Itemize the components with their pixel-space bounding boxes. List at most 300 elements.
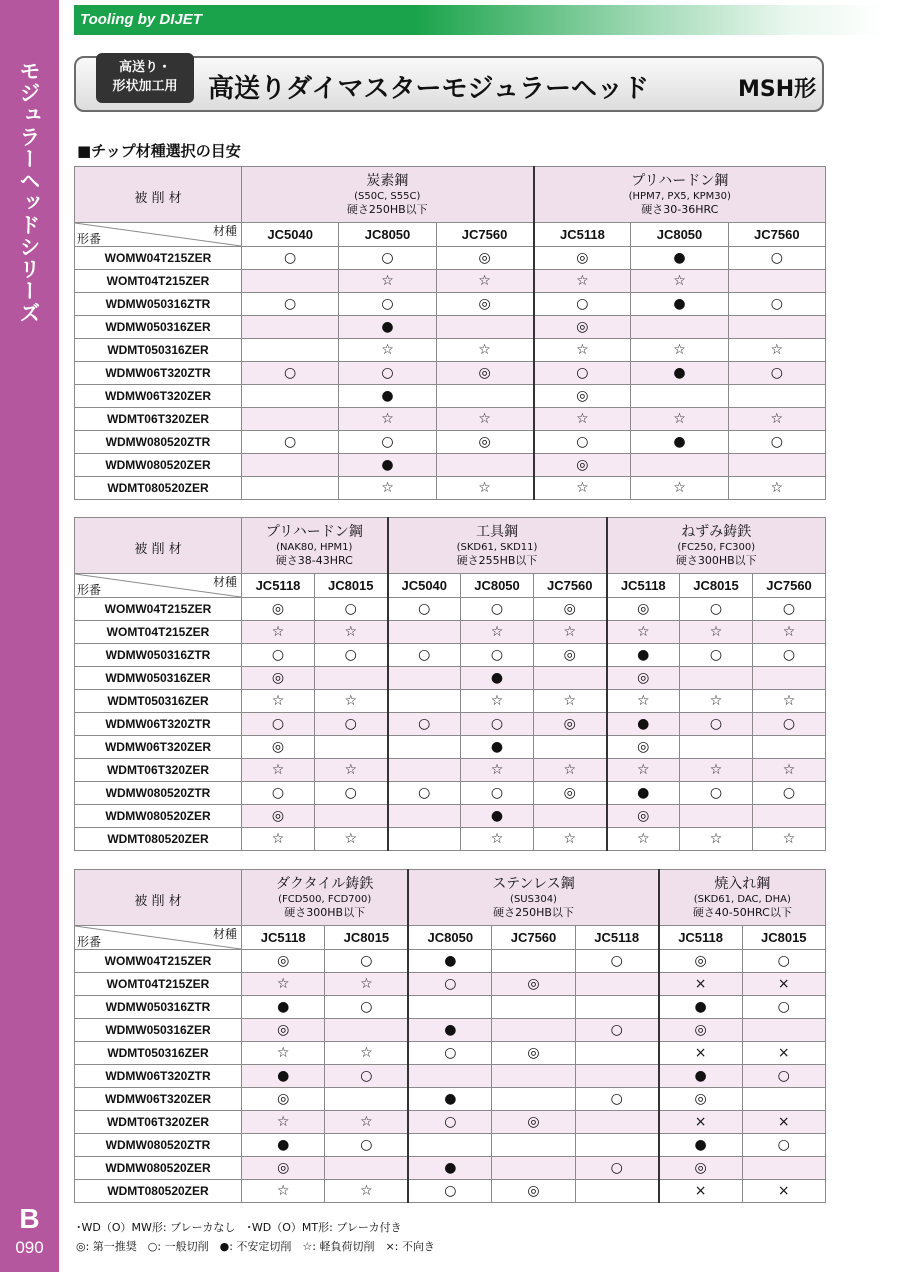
- table-row: [75, 828, 826, 851]
- table-row: [75, 1134, 826, 1157]
- rating-cell: ●: [242, 996, 325, 1019]
- sidebar: [0, 0, 59, 1272]
- rating-cell: [242, 270, 339, 293]
- rating-cell: [388, 828, 461, 851]
- material-group-header: [242, 870, 409, 926]
- rating-cell: ●: [631, 247, 728, 270]
- table-row: [75, 247, 826, 270]
- rating-cell: [388, 736, 461, 759]
- grade-axis-label: 材種: [212, 224, 237, 238]
- grade-header: JC8050: [339, 223, 436, 247]
- grade-header: JC5040: [242, 223, 339, 247]
- work-material-label: 被 削 材: [134, 542, 182, 557]
- rating-cell: [534, 667, 607, 690]
- rating-cell: ●: [631, 362, 728, 385]
- rating-cell: ☆: [242, 1111, 325, 1134]
- rating-cell: ◎: [534, 385, 631, 408]
- table-row: [75, 598, 826, 621]
- grade-header: JC8050: [408, 926, 491, 950]
- rating-cell: ○: [242, 293, 339, 316]
- insert-type: WDMW06T320ZTR: [75, 713, 242, 736]
- material-group-header: [242, 167, 534, 223]
- insert-type: WDMT050316ZER: [75, 339, 242, 362]
- rating-cell: [575, 1042, 658, 1065]
- insert-type: WDMW080520ZTR: [75, 431, 242, 454]
- rating-cell: [492, 1157, 575, 1180]
- rating-cell: ○: [728, 362, 825, 385]
- insert-type: WDMW050316ZER: [75, 316, 242, 339]
- table-row: [75, 759, 826, 782]
- grade-type-corner: [75, 574, 242, 598]
- rating-cell: [492, 950, 575, 973]
- insert-type: WDMW06T320ZER: [75, 385, 242, 408]
- rating-cell: [742, 1019, 825, 1042]
- rating-cell: ◎: [436, 431, 533, 454]
- material-hardness: 硬さ40-50HRC以下: [692, 905, 792, 919]
- rating-cell: ○: [575, 950, 658, 973]
- rating-cell: ☆: [680, 621, 753, 644]
- rating-cell: ☆: [534, 828, 607, 851]
- insert-type: WDMW06T320ZTR: [75, 1065, 242, 1088]
- table-row: [75, 316, 826, 339]
- rating-cell: ○: [742, 1065, 825, 1088]
- insert-type: WOMT04T215ZER: [75, 973, 242, 996]
- material-name: ステンレス鋼: [492, 875, 575, 892]
- rating-cell: [408, 1134, 491, 1157]
- category-badge: [96, 53, 194, 103]
- rating-cell: ☆: [728, 477, 825, 500]
- rating-cell: [728, 385, 825, 408]
- rating-cell: ○: [680, 782, 753, 805]
- rating-cell: ☆: [680, 828, 753, 851]
- rating-cell: ☆: [242, 828, 315, 851]
- rating-cell: ○: [753, 713, 826, 736]
- rating-cell: ☆: [339, 477, 436, 500]
- rating-cell: ×: [659, 1111, 742, 1134]
- section-letter: B: [19, 1203, 40, 1234]
- table-row: [75, 1065, 826, 1088]
- rating-cell: ○: [461, 782, 534, 805]
- insert-type: WDMW050316ZER: [75, 667, 242, 690]
- badge-line1: 高送り・: [118, 60, 171, 75]
- rating-cell: ○: [742, 950, 825, 973]
- insert-type: WDMT050316ZER: [75, 690, 242, 713]
- rating-cell: [728, 316, 825, 339]
- rating-cell: ◎: [659, 1157, 742, 1180]
- rating-cell: [388, 621, 461, 644]
- rating-cell: ○: [388, 644, 461, 667]
- grade-header: JC7560: [492, 926, 575, 950]
- material-hardness: 硬さ255HB以下: [456, 553, 538, 567]
- rating-cell: ☆: [242, 1042, 325, 1065]
- insert-type: WOMW04T215ZER: [75, 950, 242, 973]
- rating-cell: [492, 1088, 575, 1111]
- rating-cell: ☆: [607, 621, 680, 644]
- rating-cell: [753, 667, 826, 690]
- rating-cell: ○: [242, 362, 339, 385]
- rating-cell: ●: [242, 1134, 325, 1157]
- rating-cell: ☆: [461, 690, 534, 713]
- rating-cell: ○: [339, 362, 436, 385]
- insert-type: WOMW04T215ZER: [75, 598, 242, 621]
- rating-cell: ○: [728, 431, 825, 454]
- rating-cell: ×: [742, 1042, 825, 1065]
- rating-cell: [631, 385, 728, 408]
- legend-line1: ･WD（O）MW形: ブレーカなし ･WD（O）MT形: ブレーカ付き: [76, 1221, 402, 1234]
- insert-type: WDMT050316ZER: [75, 1042, 242, 1065]
- rating-cell: ×: [742, 1111, 825, 1134]
- insert-type: WDMW06T320ZTR: [75, 362, 242, 385]
- rating-cell: ○: [575, 1019, 658, 1042]
- insert-type: WDMW06T320ZER: [75, 1088, 242, 1111]
- work-material-label: 被 削 材: [134, 894, 182, 909]
- rating-cell: ◎: [242, 736, 315, 759]
- rating-cell: [242, 339, 339, 362]
- rating-cell: ○: [388, 713, 461, 736]
- rating-cell: ◎: [607, 736, 680, 759]
- rating-cell: ○: [680, 713, 753, 736]
- rating-cell: ☆: [607, 828, 680, 851]
- rating-cell: [753, 736, 826, 759]
- grade-header: JC8050: [631, 223, 728, 247]
- rating-cell: ×: [659, 973, 742, 996]
- material-name: 炭素鋼: [366, 172, 409, 189]
- material-group-header: [242, 518, 388, 574]
- rating-cell: [408, 1065, 491, 1088]
- material-examples: (SUS304): [510, 893, 557, 905]
- material-examples: (HPM7, PX5, KPM30): [628, 190, 731, 202]
- rating-cell: ☆: [607, 690, 680, 713]
- rating-cell: ○: [461, 713, 534, 736]
- material-name: プリハードン鋼: [265, 523, 363, 540]
- rating-cell: ☆: [436, 270, 533, 293]
- rating-cell: ●: [607, 644, 680, 667]
- grade-header: JC5118: [242, 574, 315, 598]
- rating-cell: ×: [659, 1042, 742, 1065]
- grade-header: JC8015: [315, 574, 388, 598]
- rating-cell: ☆: [242, 759, 315, 782]
- table-row: [75, 385, 826, 408]
- rating-cell: ◎: [242, 667, 315, 690]
- rating-cell: [680, 736, 753, 759]
- insert-type: WDMW080520ZTR: [75, 1134, 242, 1157]
- insert-type: WDMT06T320ZER: [75, 1111, 242, 1134]
- rating-cell: [575, 1111, 658, 1134]
- material-hardness: 硬さ300HB以下: [675, 553, 757, 567]
- grade-type-corner: [75, 223, 242, 247]
- rating-cell: ×: [659, 1180, 742, 1203]
- rating-cell: ○: [242, 782, 315, 805]
- rating-cell: ○: [315, 713, 388, 736]
- material-hardness: 硬さ250HB以下: [346, 202, 428, 216]
- rating-cell: ○: [339, 431, 436, 454]
- rating-cell: ◎: [534, 247, 631, 270]
- rating-cell: ☆: [325, 1111, 408, 1134]
- rating-cell: ☆: [631, 339, 728, 362]
- rating-cell: ○: [339, 247, 436, 270]
- rating-cell: ○: [534, 431, 631, 454]
- rating-cell: ☆: [315, 759, 388, 782]
- table-row: [75, 270, 826, 293]
- rating-cell: ○: [388, 598, 461, 621]
- rating-cell: ○: [408, 973, 491, 996]
- rating-cell: ☆: [339, 270, 436, 293]
- rating-cell: ●: [659, 996, 742, 1019]
- rating-cell: ◎: [492, 973, 575, 996]
- rating-cell: ☆: [534, 477, 631, 500]
- rating-cell: ☆: [436, 408, 533, 431]
- rating-cell: ◎: [659, 1088, 742, 1111]
- grade-axis-label: 材種: [212, 927, 237, 941]
- grade-header: JC5118: [242, 926, 325, 950]
- rating-cell: ☆: [325, 1042, 408, 1065]
- rating-cell: ◎: [242, 805, 315, 828]
- rating-cell: ◎: [534, 644, 607, 667]
- rating-cell: ◎: [534, 598, 607, 621]
- material-group-header: [659, 870, 826, 926]
- rating-cell: ●: [461, 667, 534, 690]
- grade-table-3: [74, 869, 826, 1203]
- rating-cell: ☆: [534, 621, 607, 644]
- material-group-header: [607, 518, 826, 574]
- rating-cell: [575, 1134, 658, 1157]
- rating-cell: ●: [631, 431, 728, 454]
- table-row: [75, 454, 826, 477]
- rating-cell: ◎: [534, 316, 631, 339]
- rating-cell: ☆: [436, 339, 533, 362]
- insert-type: WDMT080520ZER: [75, 477, 242, 500]
- rating-cell: [575, 1065, 658, 1088]
- rating-cell: [242, 408, 339, 431]
- rating-cell: [242, 454, 339, 477]
- rating-cell: ☆: [753, 690, 826, 713]
- rating-cell: ●: [631, 293, 728, 316]
- grade-header: JC7560: [534, 574, 607, 598]
- table-row: [75, 362, 826, 385]
- rating-cell: ○: [753, 644, 826, 667]
- insert-type: WDMW080520ZER: [75, 805, 242, 828]
- rating-cell: ●: [408, 1157, 491, 1180]
- table-row: [75, 1019, 826, 1042]
- rating-cell: ○: [728, 247, 825, 270]
- legend-line2: ◎: 第一推奨 ○: 一般切削 ●: 不安定切削 ☆: 軽負荷切削 ×: 不向き: [76, 1240, 435, 1253]
- rating-cell: ○: [575, 1088, 658, 1111]
- rating-cell: ○: [575, 1157, 658, 1180]
- rating-cell: [631, 454, 728, 477]
- grade-header: JC5118: [534, 223, 631, 247]
- grade-header: JC7560: [728, 223, 825, 247]
- insert-type: WDMW050316ZTR: [75, 996, 242, 1019]
- rating-cell: [492, 1019, 575, 1042]
- rating-cell: ●: [408, 1019, 491, 1042]
- grade-header: JC5040: [388, 574, 461, 598]
- material-examples: (SKD61, SKD11): [456, 541, 538, 553]
- work-material-header: [75, 518, 242, 574]
- material-name: プリハードン鋼: [631, 172, 729, 189]
- rating-cell: ○: [325, 1065, 408, 1088]
- rating-cell: ◎: [242, 1019, 325, 1042]
- rating-cell: ◎: [492, 1180, 575, 1203]
- rating-cell: ○: [388, 782, 461, 805]
- rating-cell: [388, 690, 461, 713]
- rating-cell: ☆: [242, 973, 325, 996]
- rating-cell: ○: [742, 996, 825, 1019]
- grade-axis-label: 材種: [212, 575, 237, 589]
- rating-cell: ☆: [436, 477, 533, 500]
- rating-cell: ○: [753, 598, 826, 621]
- rating-cell: ☆: [339, 339, 436, 362]
- rating-cell: [680, 805, 753, 828]
- rating-cell: ○: [242, 644, 315, 667]
- table-row: [75, 621, 826, 644]
- material-group-header: [388, 518, 607, 574]
- rating-cell: ◎: [436, 247, 533, 270]
- rating-cell: ●: [339, 385, 436, 408]
- rating-cell: [728, 454, 825, 477]
- insert-type: WDMW06T320ZER: [75, 736, 242, 759]
- rating-cell: [436, 316, 533, 339]
- table-row: [75, 408, 826, 431]
- material-name: 工具鋼: [476, 523, 518, 540]
- rating-cell: ○: [315, 782, 388, 805]
- rating-cell: [492, 1134, 575, 1157]
- rating-cell: [492, 1065, 575, 1088]
- rating-cell: [315, 736, 388, 759]
- rating-cell: ○: [742, 1134, 825, 1157]
- rating-cell: [325, 1019, 408, 1042]
- rating-cell: ☆: [242, 1180, 325, 1203]
- rating-cell: [325, 1157, 408, 1180]
- rating-cell: ☆: [631, 408, 728, 431]
- rating-cell: ◎: [242, 598, 315, 621]
- rating-cell: [242, 477, 339, 500]
- rating-cell: ●: [607, 713, 680, 736]
- table-row: [75, 644, 826, 667]
- rating-cell: ◎: [242, 1088, 325, 1111]
- table-row: [75, 1088, 826, 1111]
- rating-cell: ☆: [728, 339, 825, 362]
- rating-cell: ◎: [607, 805, 680, 828]
- material-name: ねずみ鋳鉄: [681, 523, 752, 540]
- rating-cell: ☆: [315, 690, 388, 713]
- rating-cell: ●: [659, 1065, 742, 1088]
- rating-cell: ◎: [607, 667, 680, 690]
- rating-cell: ●: [461, 736, 534, 759]
- insert-type: WOMT04T215ZER: [75, 270, 242, 293]
- table-row: [75, 690, 826, 713]
- grade-header: JC5118: [659, 926, 742, 950]
- rating-cell: ☆: [534, 270, 631, 293]
- rating-cell: [753, 805, 826, 828]
- rating-cell: [315, 667, 388, 690]
- rating-cell: ☆: [315, 621, 388, 644]
- insert-type: WDMT06T320ZER: [75, 759, 242, 782]
- rating-cell: [388, 667, 461, 690]
- rating-cell: [534, 736, 607, 759]
- insert-type: WOMT04T215ZER: [75, 621, 242, 644]
- table-row: [75, 782, 826, 805]
- rating-cell: [325, 1088, 408, 1111]
- material-examples: (FCD500, FCD700): [278, 893, 372, 905]
- table-row: [75, 1111, 826, 1134]
- material-group-header: [408, 870, 658, 926]
- rating-cell: ☆: [242, 690, 315, 713]
- grade-header: JC8050: [461, 574, 534, 598]
- rating-cell: ☆: [631, 477, 728, 500]
- insert-type: WDMW080520ZER: [75, 1157, 242, 1180]
- rating-cell: [680, 667, 753, 690]
- rating-cell: ☆: [325, 1180, 408, 1203]
- rating-cell: ●: [461, 805, 534, 828]
- rating-cell: [388, 805, 461, 828]
- grade-header: JC5118: [607, 574, 680, 598]
- rating-cell: ○: [461, 598, 534, 621]
- table-row: [75, 713, 826, 736]
- material-examples: (SKD61, DAC, DHA): [693, 893, 791, 905]
- brand-logo: Tooling by DIJET: [80, 11, 202, 28]
- rating-cell: [436, 385, 533, 408]
- rating-cell: ○: [534, 362, 631, 385]
- insert-type: WOMW04T215ZER: [75, 247, 242, 270]
- rating-cell: ○: [728, 293, 825, 316]
- rating-cell: ☆: [607, 759, 680, 782]
- rating-cell: ☆: [753, 621, 826, 644]
- rating-cell: ○: [242, 431, 339, 454]
- rating-cell: ●: [339, 454, 436, 477]
- rating-cell: [534, 805, 607, 828]
- material-hardness: 硬さ250HB以下: [493, 905, 574, 919]
- rating-cell: ×: [742, 973, 825, 996]
- table-row: [75, 1157, 826, 1180]
- model-name: MSH形: [738, 77, 817, 102]
- rating-cell: ☆: [461, 759, 534, 782]
- work-material-label: 被 削 材: [134, 191, 182, 206]
- material-group-header: [534, 167, 826, 223]
- work-material-header: [75, 167, 242, 223]
- rating-cell: ◎: [492, 1111, 575, 1134]
- grade-header: JC8015: [742, 926, 825, 950]
- rating-cell: ☆: [461, 621, 534, 644]
- rating-cell: ◎: [436, 293, 533, 316]
- rating-cell: ×: [742, 1180, 825, 1203]
- type-axis-label: 形番: [77, 232, 102, 246]
- material-hardness: 硬さ38-43HRC: [275, 553, 353, 567]
- rating-cell: [388, 759, 461, 782]
- rating-cell: ○: [461, 644, 534, 667]
- grade-header: JC7560: [436, 223, 533, 247]
- rating-cell: ☆: [242, 621, 315, 644]
- rating-cell: ●: [659, 1134, 742, 1157]
- table-row: [75, 996, 826, 1019]
- rating-cell: ◎: [492, 1042, 575, 1065]
- table-row: [75, 431, 826, 454]
- type-axis-label: 形番: [77, 935, 102, 949]
- rating-cell: [631, 316, 728, 339]
- rating-cell: ○: [315, 598, 388, 621]
- rating-cell: ☆: [534, 759, 607, 782]
- rating-cell: [575, 973, 658, 996]
- insert-type: WDMW080520ZTR: [75, 782, 242, 805]
- rating-cell: ☆: [753, 759, 826, 782]
- rating-cell: ○: [339, 293, 436, 316]
- grade-type-corner: [75, 926, 242, 950]
- table-row: [75, 1042, 826, 1065]
- rating-cell: ○: [680, 598, 753, 621]
- rating-cell: ○: [408, 1180, 491, 1203]
- rating-cell: ◎: [607, 598, 680, 621]
- rating-cell: [242, 385, 339, 408]
- rating-cell: ☆: [753, 828, 826, 851]
